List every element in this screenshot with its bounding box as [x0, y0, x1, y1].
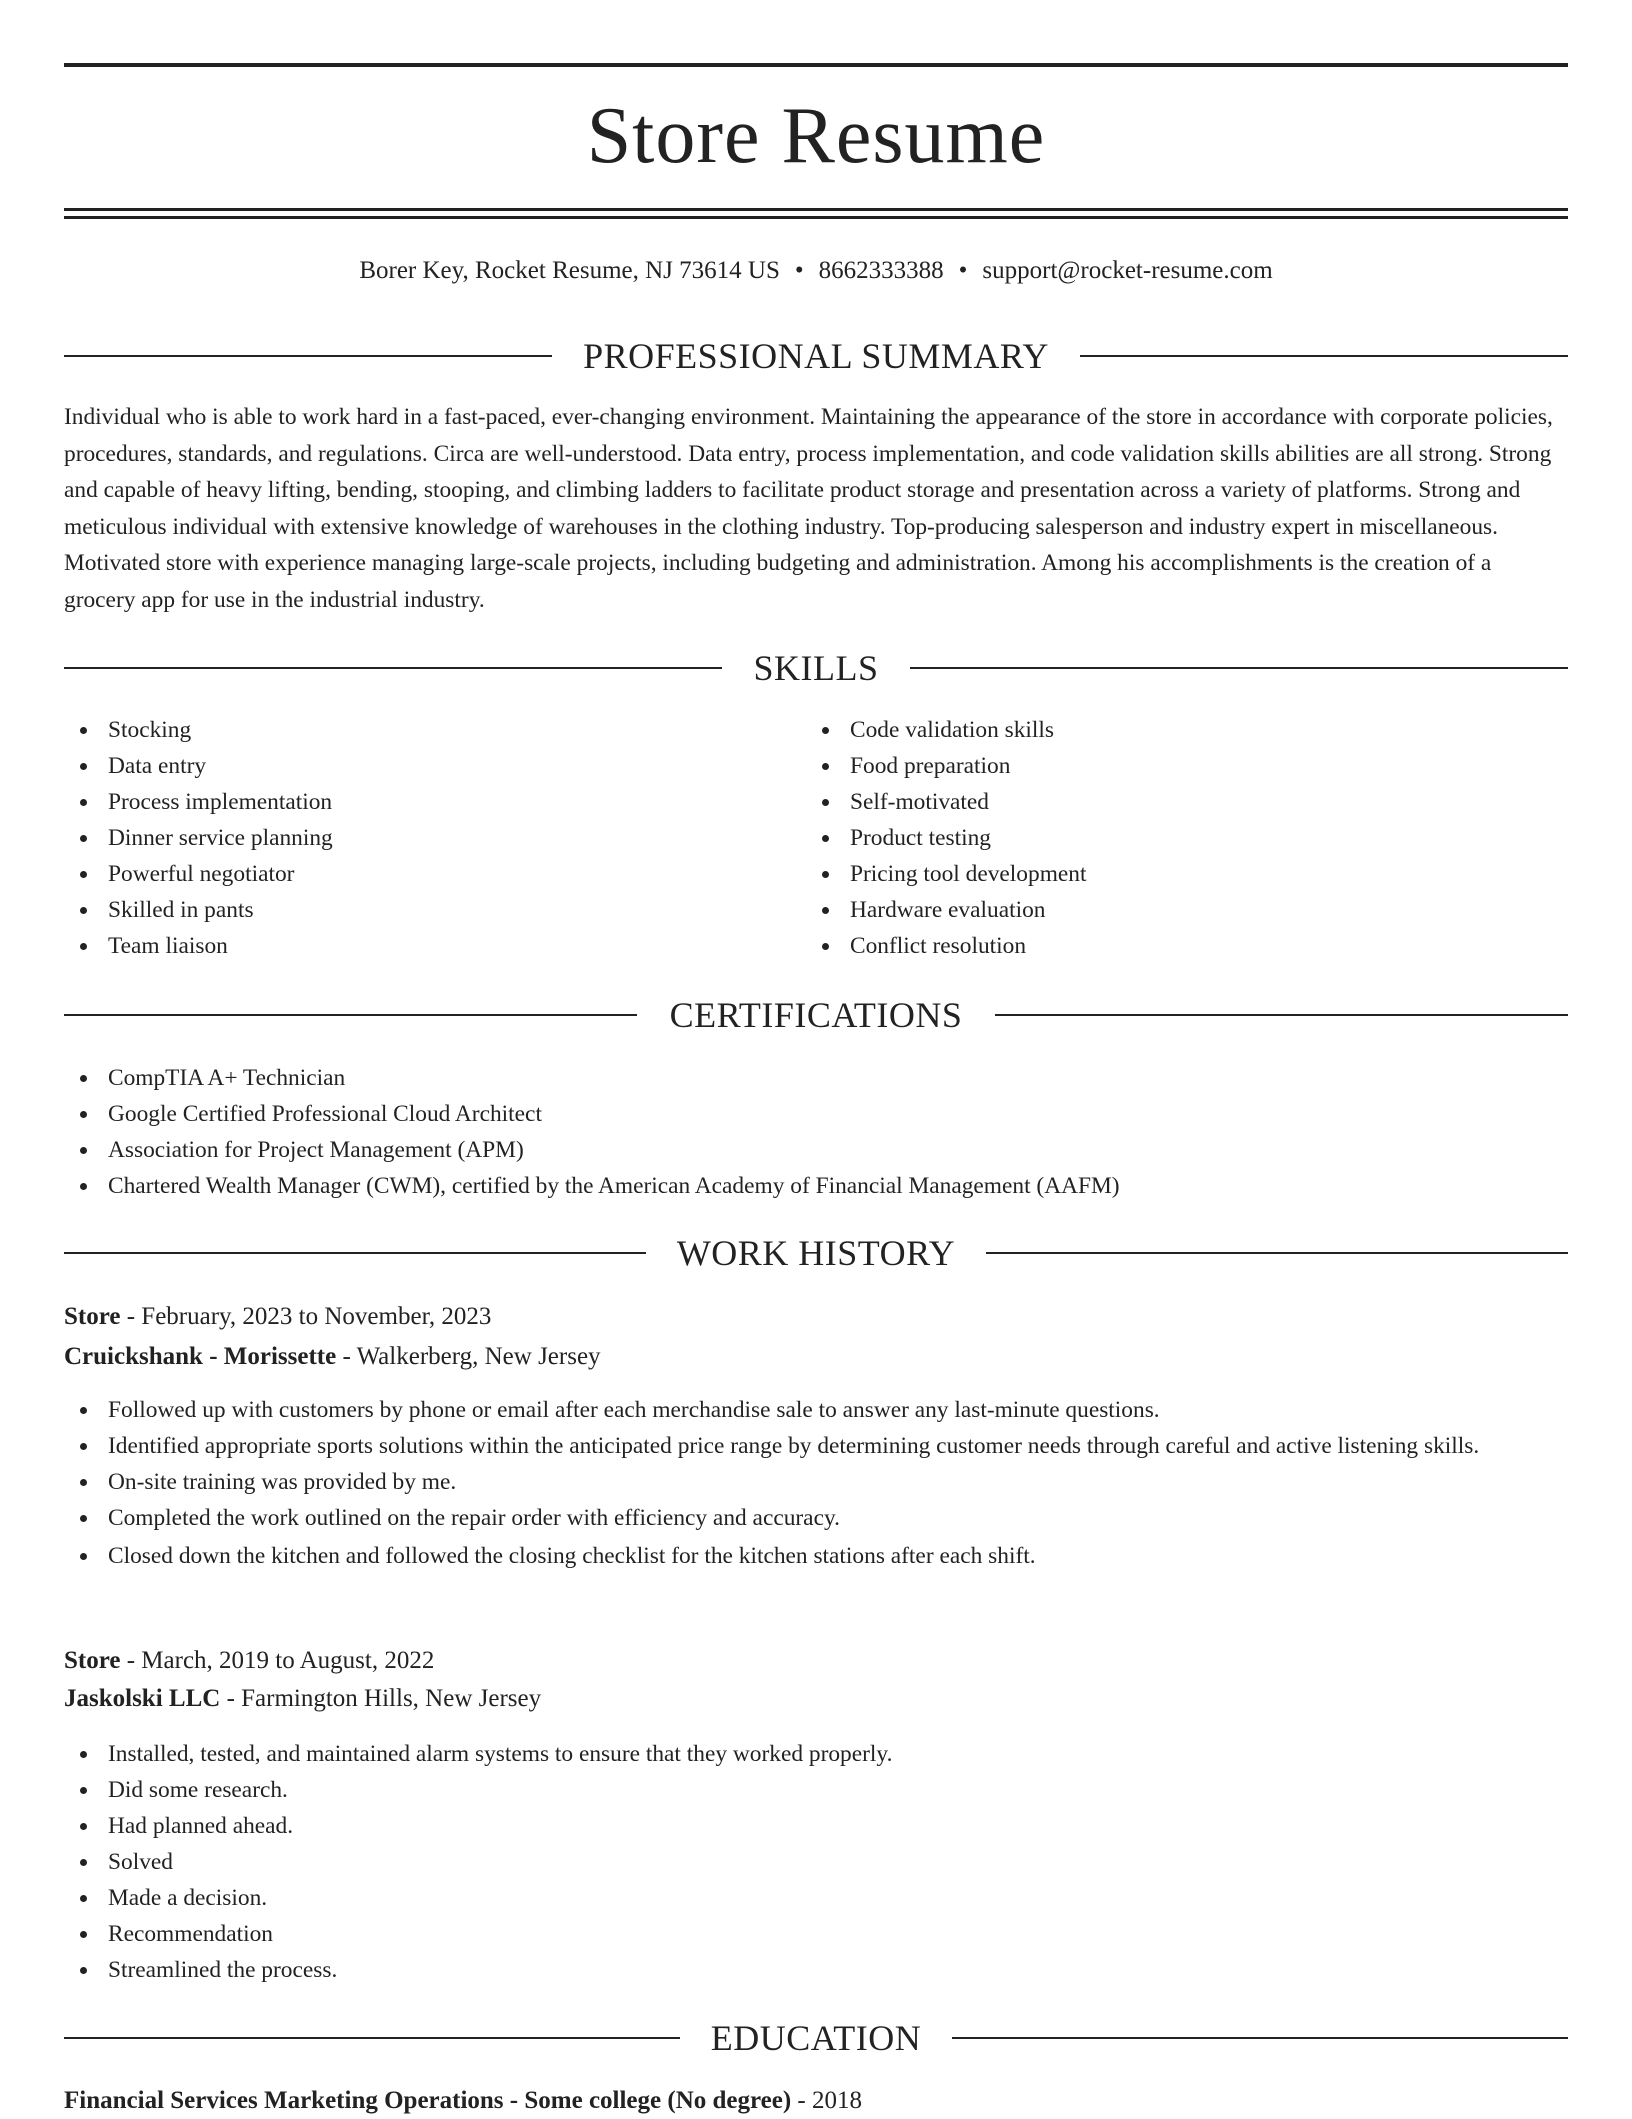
- contact-phone: 8662333388: [818, 257, 944, 284]
- skill-item: Skilled in pants: [64, 892, 804, 928]
- summary-text: Individual who is able to work hard in a fast-paced, ever-changing environment. Maintaining the appearance of the store in accordance with corporate policies, procedures, standards, and regulations. Circa are well-understood. Data entry, process implementation, and code validation skills abilities are all strong. Strong and capable of heavy lifting, bending, stooping, and climbing ladders to facilitate product storage and presentation across a variety of platforms. Strong and meticulous individual with extensive knowledge of warehouses in the clothing industry. Top-producing salesperson and industry expert in miscellaneous. Motivated store with experience managing large-scale projects, including budgeting and administration. Among his accomplishments is the creation of a grocery app for use in the industrial industry.: [64, 404, 1553, 613]
- heading-rule-right: [1080, 355, 1568, 357]
- job-bullet: Completed the work outlined on the repair order with efficiency and accuracy.: [64, 1500, 1524, 1536]
- double-rule-lower: [64, 216, 1568, 219]
- skill-item: Conflict resolution: [806, 928, 1546, 964]
- education-entry: [64, 2083, 1568, 2119]
- skill-item: Self-motivated: [806, 784, 1546, 820]
- skill-item: Product testing: [806, 820, 1546, 856]
- job-bullets: [64, 1392, 1524, 1574]
- section-heading-summary: [64, 336, 1568, 376]
- certification-item: CompTIA A+ Technician: [64, 1060, 1568, 1096]
- skills-list-right: [806, 712, 1546, 964]
- top-rule: [64, 63, 1568, 67]
- certification-item: Association for Project Management (APM): [64, 1132, 1568, 1168]
- section-title: PROFESSIONAL SUMMARY: [583, 336, 1049, 376]
- job-title-line: [64, 1643, 1568, 1679]
- contact-address: Borer Key, Rocket Resume, NJ 73614 US: [359, 257, 780, 284]
- certification-item: Google Certified Professional Cloud Architect: [64, 1096, 1568, 1132]
- job-title-line: [64, 1299, 1568, 1335]
- skill-item: Dinner service planning: [64, 820, 804, 856]
- job-company-line: [64, 1681, 1568, 1717]
- job-bullet: Installed, tested, and maintained alarm systems to ensure that they worked properly.: [64, 1736, 1524, 1772]
- job-location: - Walkerberg, New Jersey: [336, 1343, 601, 1370]
- section-title: CERTIFICATIONS: [669, 995, 963, 1035]
- section-title: WORK HISTORY: [676, 1233, 956, 1273]
- heading-rule-right: [986, 1252, 1568, 1254]
- skill-item: Stocking: [64, 712, 804, 748]
- job-bullet: Identified appropriate sports solutions within the anticipated price range by determining customer needs through careful and active listening skills.: [64, 1428, 1524, 1464]
- section-title: EDUCATION: [710, 2018, 922, 2058]
- job-company-line: [64, 1339, 1568, 1375]
- skills-list-left: [64, 712, 804, 964]
- job-company: Cruickshank - Morissette: [64, 1343, 337, 1370]
- certification-item: Chartered Wealth Manager (CWM), certified by the American Academy of Financial Management (AAFM): [64, 1168, 1568, 1204]
- job-bullet: On-site training was provided by me.: [64, 1464, 1524, 1500]
- job-bullet: Streamlined the process.: [64, 1952, 1524, 1988]
- job-bullet: Solved: [64, 1844, 1524, 1880]
- education-title: Financial Services Marketing Operations - Some college (No degree): [64, 2087, 792, 2114]
- contact-email: support@rocket-resume.com: [982, 257, 1273, 284]
- skill-item: Data entry: [64, 748, 804, 784]
- section-heading-skills: [64, 648, 1568, 688]
- job-bullet: Recommendation: [64, 1916, 1524, 1952]
- section-heading-work-history: [64, 1233, 1568, 1273]
- job-location: - Farmington Hills, New Jersey: [220, 1685, 542, 1712]
- job-bullets: [64, 1736, 1524, 1988]
- section-heading-education: [64, 2018, 1568, 2058]
- section-heading-certifications: [64, 995, 1568, 1035]
- job-bullet: Followed up with customers by phone or email after each merchandise sale to answer any last-minute questions.: [64, 1392, 1524, 1428]
- skill-item: Pricing tool development: [806, 856, 1546, 892]
- certifications-list: [64, 1060, 1568, 1204]
- job-bullet: Did some research.: [64, 1772, 1524, 1808]
- heading-rule-right: [952, 2037, 1568, 2039]
- job-bullet: Closed down the kitchen and followed the closing checklist for the kitchen stations after each shift.: [64, 1538, 1524, 1574]
- skill-item: Code validation skills: [806, 712, 1546, 748]
- job-title: Store: [64, 1303, 121, 1330]
- skill-item: Team liaison: [64, 928, 804, 964]
- job-company: Jaskolski LLC: [64, 1685, 221, 1712]
- skill-item: Powerful negotiator: [64, 856, 804, 892]
- heading-rule-right: [995, 1014, 1568, 1016]
- job-title: Store: [64, 1647, 121, 1674]
- contact-separator: •: [958, 257, 968, 284]
- education-year: - 2018: [791, 2087, 862, 2114]
- skill-item: Process implementation: [64, 784, 804, 820]
- heading-rule-right: [910, 667, 1568, 669]
- job-bullet: Made a decision.: [64, 1880, 1524, 1916]
- section-title: SKILLS: [753, 648, 879, 688]
- resume-title: Store Resume: [586, 92, 1046, 180]
- skill-item: Hardware evaluation: [806, 892, 1546, 928]
- skill-item: Food preparation: [806, 748, 1546, 784]
- job-dates: - February, 2023 to November, 2023: [120, 1303, 492, 1330]
- contact-line: [64, 253, 1568, 289]
- job-bullet: Had planned ahead.: [64, 1808, 1524, 1844]
- contact-separator: •: [794, 257, 804, 284]
- double-rule-upper: [64, 208, 1568, 211]
- job-dates: - March, 2019 to August, 2022: [120, 1647, 435, 1674]
